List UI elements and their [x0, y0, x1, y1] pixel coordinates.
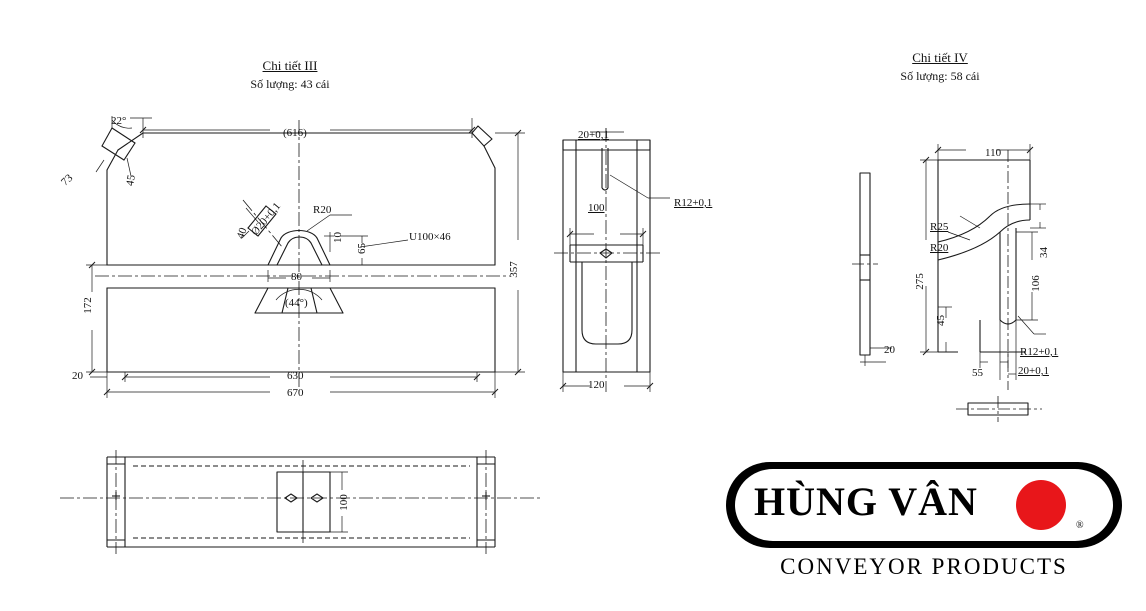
dim-p4-20-left: 20: [884, 344, 895, 356]
dim-p4-hole-20: 20+0,1: [1018, 365, 1049, 377]
dim-p4-45: 45: [935, 315, 947, 326]
dim-dia-20: Ø20+0,1: [248, 200, 284, 238]
part3-title-text: Chi tiết III: [262, 58, 318, 73]
dim-p4-r20: R20: [930, 242, 949, 254]
dim-side-20: 20+0,1: [578, 129, 609, 141]
dim-p4-r25: R25: [930, 221, 949, 233]
dim-profile-u100x46: U100×46: [409, 231, 451, 243]
part3-top-view: [0, 420, 560, 590]
dim-angle-44: (44°): [285, 297, 308, 309]
dim-357: 357: [507, 261, 520, 278]
dim-r20: R20: [313, 204, 332, 216]
dim-80: 80: [291, 271, 302, 283]
logo-dot-icon: [1016, 480, 1066, 530]
dim-40: 40: [234, 226, 250, 241]
dim-side-100: 100: [588, 202, 605, 214]
dim-angle-22: 22°: [111, 115, 127, 127]
dim-p4-275: 275: [913, 273, 926, 290]
company-logo: [726, 462, 1122, 593]
dim-10: 10: [332, 232, 344, 243]
dim-p4-55: 55: [972, 367, 983, 379]
dim-p4-106: 106: [1029, 275, 1042, 292]
dim-20-left: 20: [72, 370, 83, 382]
dim-top-100: 100: [337, 494, 350, 511]
part3-quantity: Số lượng: 43 cái: [250, 77, 330, 91]
dim-p4-34: 34: [1038, 247, 1050, 258]
dim-side-r12: R12+0,1: [674, 197, 713, 209]
dim-side-120: 120: [588, 379, 605, 391]
logo-tagline: CONVEYOR PRODUCTS: [780, 554, 1068, 579]
part3-side-view: [540, 0, 740, 420]
logo-registered-mark: ®: [1076, 520, 1084, 531]
part4-quantity: Số lượng: 58 cái: [900, 69, 980, 83]
part4-title: [860, 50, 1020, 66]
part4-view: [830, 120, 1110, 430]
dim-45: 45: [124, 173, 138, 187]
dim-p4-110: 110: [985, 147, 1002, 159]
dim-630: 630: [287, 370, 304, 382]
logo-brand-text: HÙNG VÂN: [754, 479, 978, 524]
dim-172: 172: [81, 297, 94, 314]
dim-p4-r12: R12+0,1: [1020, 346, 1059, 358]
dim-670: 670: [287, 387, 304, 399]
dim-65: 65: [356, 243, 368, 254]
dim-73: 73: [59, 171, 76, 189]
part4-title-text: Chi tiết IV: [912, 50, 968, 65]
dim-616: (616): [283, 127, 307, 139]
